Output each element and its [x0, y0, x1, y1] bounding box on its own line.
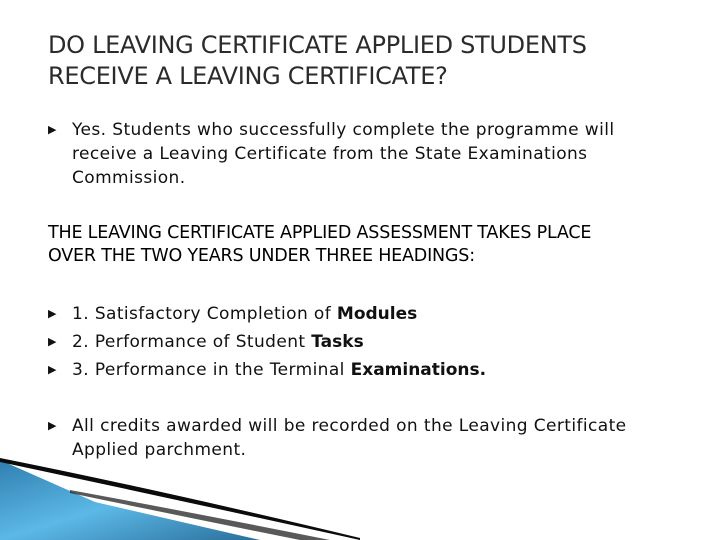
bullet-1-line-2: receive a Leaving Certificate from the State Examinations	[72, 144, 588, 164]
list-item-examinations	[48, 358, 486, 382]
list-item-text: 1. Satisfactory Completion of	[72, 304, 337, 324]
bullet-arrow-icon: ▶	[48, 419, 57, 432]
bullet-last-line-1: All credits awarded will be recorded on the Leaving Certificate	[72, 416, 627, 436]
list-item-strong: Tasks	[311, 332, 364, 352]
bullet-arrow-icon: ▶	[48, 123, 57, 136]
bullet-last-line-2: Applied parchment.	[72, 440, 247, 460]
list-item-strong: Modules	[336, 304, 418, 324]
list-item-text: 2. Performance of Student	[72, 332, 312, 352]
heading-line-1: THE LEAVING CERTIFICATE APPLIED ASSESSMENT TAKES PLACE	[48, 223, 592, 243]
title-line-2: RECEIVE A LEAVING CERTIFICATE?	[48, 62, 448, 90]
bullet-arrow-icon: ▶	[48, 307, 57, 320]
list-item-modules	[48, 302, 417, 326]
list-item-tasks	[48, 330, 364, 354]
list-item-yes	[48, 118, 614, 190]
heading-line-2: OVER THE TWO YEARS UNDER THREE HEADINGS:	[48, 246, 475, 266]
title-line-1: DO LEAVING CERTIFICATE APPLIED STUDENTS	[48, 31, 587, 59]
blue-wedge	[0, 460, 260, 540]
bullet-arrow-icon: ▶	[48, 363, 57, 376]
decorative-corner-swoosh	[0, 450, 360, 540]
bullet-arrow-icon: ▶	[48, 335, 57, 348]
bullet-1-line-1: Yes. Students who successfully complete the programme will	[72, 120, 615, 140]
bullet-1-line-3: Commission.	[72, 168, 186, 188]
list-item-strong: Examinations.	[350, 360, 487, 380]
list-item-text: 3. Performance in the Terminal	[72, 360, 351, 380]
assessment-heading	[48, 222, 591, 268]
slide-title	[48, 30, 688, 92]
